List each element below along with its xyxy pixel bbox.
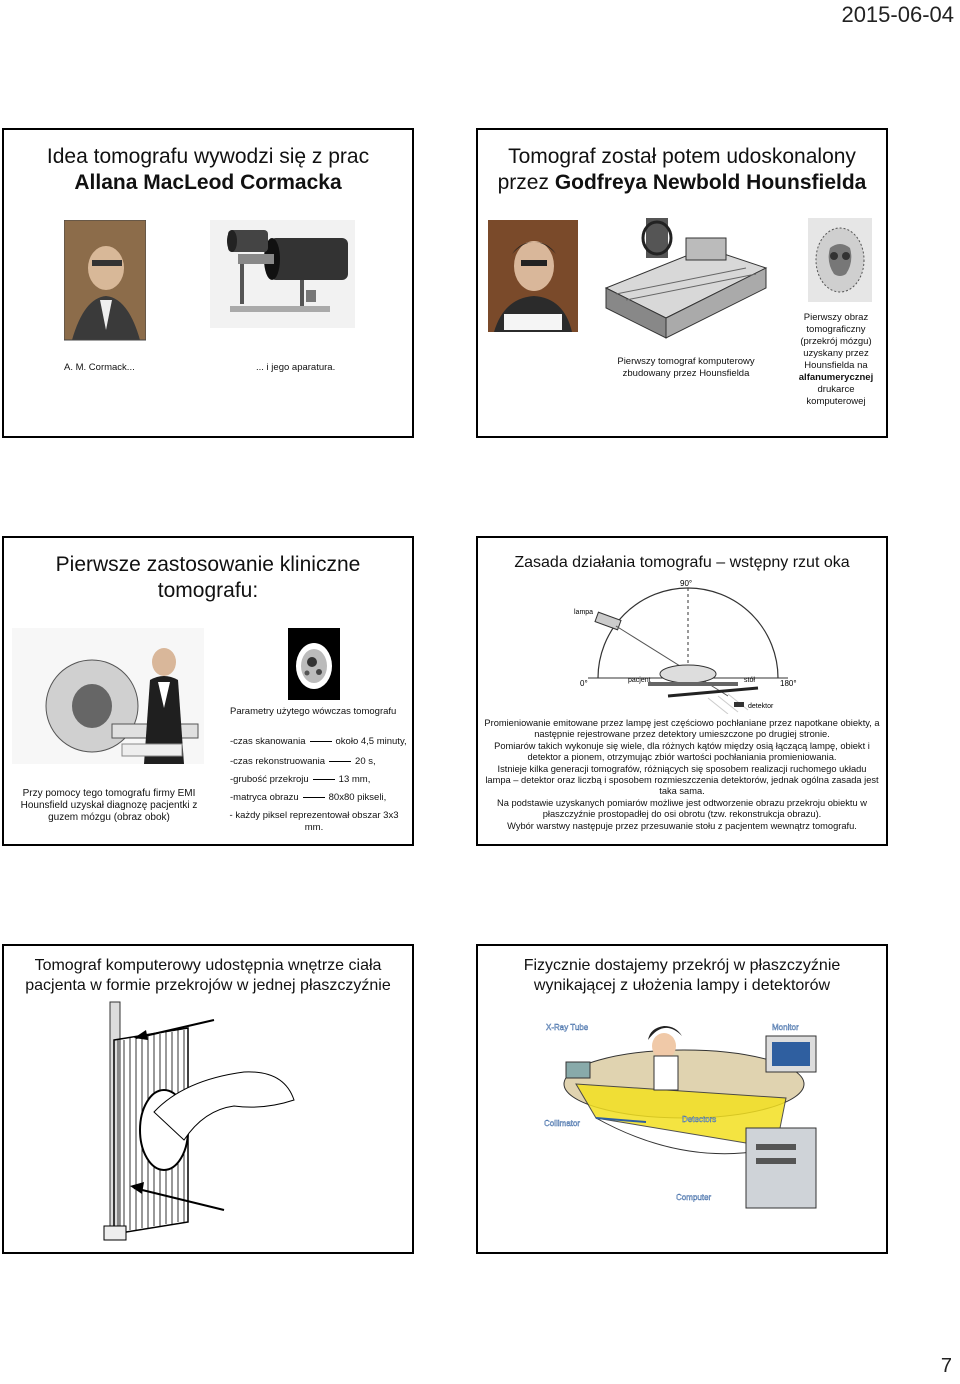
slide-title: Pierwsze zastosowanie kliniczne tomografu: <box>55 553 361 602</box>
first-ct-scanner-photo <box>596 208 776 348</box>
slide-cross-sections <box>2 944 414 1254</box>
slide-title <box>4 144 412 196</box>
slide-hounsfield <box>476 128 888 438</box>
caption-apparatus: ... i jego aparatura. <box>256 362 336 373</box>
label-180deg: 180° <box>780 679 797 688</box>
page-date: 2015-06-04 <box>841 2 954 27</box>
principle-diagram <box>558 578 818 714</box>
label-monitor: Monitor <box>772 1023 799 1032</box>
label-pacjent: pacjent <box>628 677 651 684</box>
title-line-1: Idea tomografu wywodzi się z prac <box>46 145 370 168</box>
cormack-apparatus-photo <box>210 220 355 328</box>
first-ct-printout-image <box>808 218 872 302</box>
slide-title: Zasada działania tomografu – wstępny rzut oka <box>514 554 850 571</box>
label-xray-tube: X-Ray Tube <box>546 1023 589 1032</box>
body-paragraph: Istnieje kilka generacji tomografów, różniących się sposobem realizacji ruchomego układu lampa – detektor oraz liczbą i sposobem rozmieszczenia detektorów, jednak ogólna zasada jest taka sama. <box>485 763 879 797</box>
label-90deg: 90° <box>680 579 693 588</box>
title-line-2: Allana MacLeod Cormacka <box>74 171 342 194</box>
label-detektor: detektor <box>748 703 774 710</box>
slide-title: Fizycznie dostajemy przekrój w płaszczyźnie wynikającej z ułożenia lampy i detektorów <box>523 957 841 994</box>
caption-cormack: A. M. Cormack... <box>64 362 135 373</box>
emi-scanner-photo <box>12 628 204 764</box>
principle-body-text <box>484 718 880 832</box>
param-recon-time: -czas rekonstruowania 20 s, <box>230 756 376 767</box>
cross-section-diagram <box>94 1000 324 1250</box>
label-computer: Computer <box>676 1193 712 1202</box>
body-paragraph: Promieniowanie emitowane przez lampę jest częściowo pochłaniane przez napotkane obiekty, a następnie rejestrowane przez detektory umieszczone po drugiej stronie. <box>484 718 880 740</box>
label-collimator: Collimator <box>544 1119 581 1128</box>
brain-tumor-scan-image <box>288 628 340 700</box>
body-paragraph: Na podstawie uzyskanych pomiarów możliwe jest odtworzenie obrazu przekroju obiektu w płaszczyźnie prostopadłej do osi obrotu (tzw. rekonstrukcja obrazu). <box>497 797 867 820</box>
cormack-photo <box>64 220 146 438</box>
label-stol: stół <box>744 677 755 684</box>
hounsfield-portrait <box>488 220 578 332</box>
slide-physical-section <box>476 944 888 1254</box>
slide-clinical-use <box>2 536 414 846</box>
body-paragraph: Wybór warstwy następuje przez przesuwanie stołu z pacjentem wewnątrz tomografu. <box>507 820 857 831</box>
slide-title: Tomograf komputerowy udostępnia wnętrze ciała pacjenta w formie przekrojów w jednej płaszczyźnie <box>25 957 391 994</box>
slide-principle <box>476 536 888 846</box>
param-matrix: -matryca obrazu 80x80 pikseli, <box>230 792 387 803</box>
detector-legend-icon <box>734 702 744 707</box>
param-pixel-size: - każdy piksel reprezentował obszar 3x3 mm. <box>229 810 399 833</box>
title-line-2: przez Godfreya Newbold Hounsfielda <box>497 171 867 194</box>
label-0deg: 0° <box>580 679 588 688</box>
label-lampa: lampa <box>574 609 594 616</box>
label-detectors: Detectors <box>682 1115 717 1124</box>
caption-first-scanner: Pierwszy tomograf komputerowy zbudowany przez Hounsfielda <box>617 356 755 379</box>
caption-emi-scanner: Przy pomocy tego tomografu firmy EMI Hounsfield uzyskał diagnozę pacjentki z guzem mózgu (obraz obok) <box>20 788 198 823</box>
param-slice-thickness: -grubość przekroju 13 mm, <box>230 774 371 785</box>
caption-first-printout: Pierwszy obraz tomograficzny (przekrój mózgu) uzyskany przez Hounsfielda na alfanumerycznej drukarce komputerowej <box>798 312 874 407</box>
params-header: Parametry użytego wówczas tomografu <box>230 706 397 717</box>
title-line-1: Tomograf został potem udoskonalony <box>508 145 856 168</box>
param-scan-time: -czas skanowania około 4,5 minuty, <box>230 736 407 747</box>
slide-title <box>478 144 886 196</box>
ct-system-diagram <box>536 1018 832 1230</box>
page-number: 7 <box>940 1355 952 1377</box>
slide-cormack <box>2 128 414 438</box>
body-paragraph: Pomiarów takich wykonuje się wiele, dla różnych kątów między osią łączącą lampę, obiekt i detektor a pionem, otrzymując zbiór wartości pochłaniania promieniowania. <box>494 740 870 763</box>
